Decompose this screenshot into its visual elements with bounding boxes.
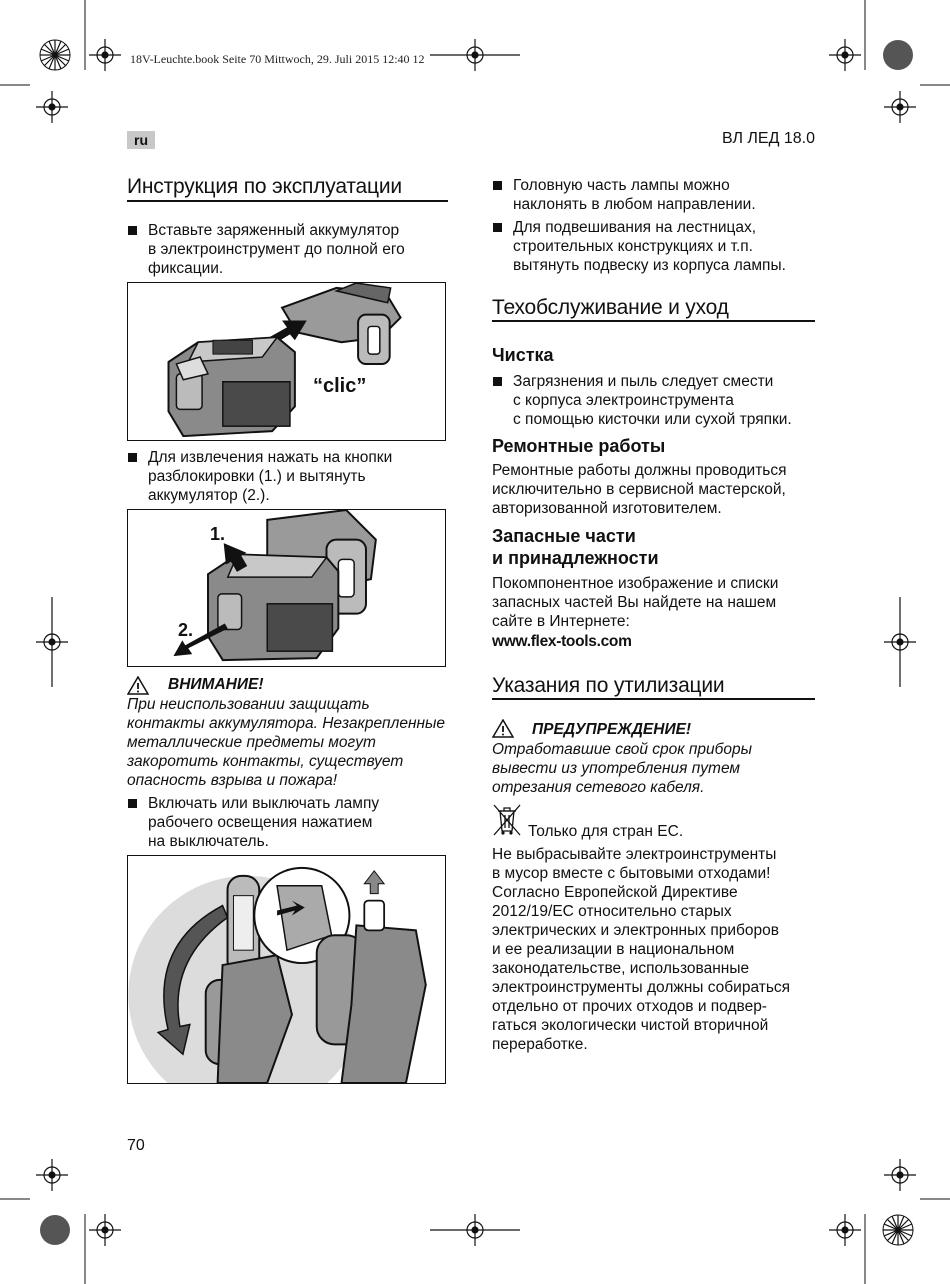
bullet-square [493, 223, 502, 232]
warning-triangle-icon [127, 676, 149, 695]
section-title-maintenance: Техобслуживание и уход [492, 296, 729, 319]
crossed-out-bin-icon [492, 803, 522, 837]
repair-text: Ремонтные работы должны проводиться исключительно в сервисной мастерской, авторизованной изготовителем. [492, 462, 787, 517]
section-title-disposal: Указания по утилизации [492, 674, 725, 697]
figure-lamp-head [127, 855, 446, 1084]
bullet-square [493, 377, 502, 386]
lamp-head-illustration [128, 856, 445, 1083]
bullet-square [128, 453, 137, 462]
subtitle-cleaning: Чистка [492, 345, 554, 365]
warning-text-disposal: Отработавшие свой срок приборы вывести из употребления путем отрезания сетевого кабеля. [492, 741, 753, 796]
document-title: ВЛ ЛЕД 18.0 [721, 130, 815, 147]
section-title-operation: Инструкция по эксплуатации [127, 175, 402, 198]
subtitle-repair: Ремонтные работы [492, 436, 666, 456]
page-number: 70 [127, 1137, 145, 1154]
battery-insert-illustration [128, 283, 445, 440]
bullet-insert-battery: Вставьте заряженный аккумулятор в электроинструмент до полной его фиксации. [127, 221, 405, 278]
bullet-square [128, 799, 137, 808]
bullet-hanger: Для подвешивания на лестницах, строительных конструкциях и т.п. вытянуть подвеску из корпуса лампы. [492, 218, 786, 275]
warning-triangle-icon [492, 719, 514, 738]
spare-parts-text: Покомпонентное изображение и списки запасных частей Вы найдете на нашем сайте в Интернете: [492, 575, 779, 630]
book-info-line: 18V-Leuchte.book Seite 70 Mittwoch, 29. Juli 2015 12:40 12 [130, 52, 425, 66]
warning-title: ВНИМАНИЕ! [168, 676, 264, 693]
language-tag: ru [127, 131, 155, 149]
step-1-label: 1. [210, 524, 226, 544]
battery-remove-illustration [128, 510, 445, 666]
bullet-square [128, 226, 137, 235]
eu-only-note: Только для стран ЕС. [528, 823, 684, 840]
figure-remove-battery [127, 509, 446, 667]
disposal-text: Не выбрасывайте электроинструменты в мусор вместе с бытовыми отходами! Согласно Европейской Директиве 2012/19/ЕС относительно старых электрических и электронных приборов и ее реализации в национальном законодательстве, использованные электроинструменты должны собираться отдельно от прочих отходов и подвер- гаться экологически чистой вторичной переработке. [492, 846, 791, 1053]
subtitle-spare-parts: Запасные части и принадлежности [492, 526, 659, 568]
bullet-square [493, 181, 502, 190]
bullet-switch-lamp: Включать или выключать лампу рабочего освещения нажатием на выключатель. [127, 794, 379, 851]
warning-text-battery: При неиспользовании защищать контакты аккумулятора. Незакрепленные металлические предметы могут закоротить контакты, существует опасность взрыва и пожара! [127, 696, 446, 789]
website-link[interactable]: www.flex-tools.com [492, 633, 632, 650]
bullet-cleaning: Загрязнения и пыль следует смести с корпуса электроинструмента с помощью кисточки или сухой тряпки. [492, 372, 792, 429]
bullet-remove-battery: Для извлечения нажать на кнопки разблокировки (1.) и вытянуть аккумулятор (2.). [127, 448, 392, 505]
figure-insert-battery [127, 282, 446, 441]
warning-title-disposal: ПРЕДУПРЕЖДЕНИЕ! [532, 721, 692, 738]
clic-label: “clic” [313, 375, 367, 397]
section-rule [492, 320, 815, 322]
step-2-label: 2. [178, 620, 194, 640]
section-rule [127, 200, 448, 202]
section-rule [492, 698, 815, 700]
bullet-tilt-head: Головную часть лампы можно наклонять в любом направлении. [492, 176, 756, 214]
